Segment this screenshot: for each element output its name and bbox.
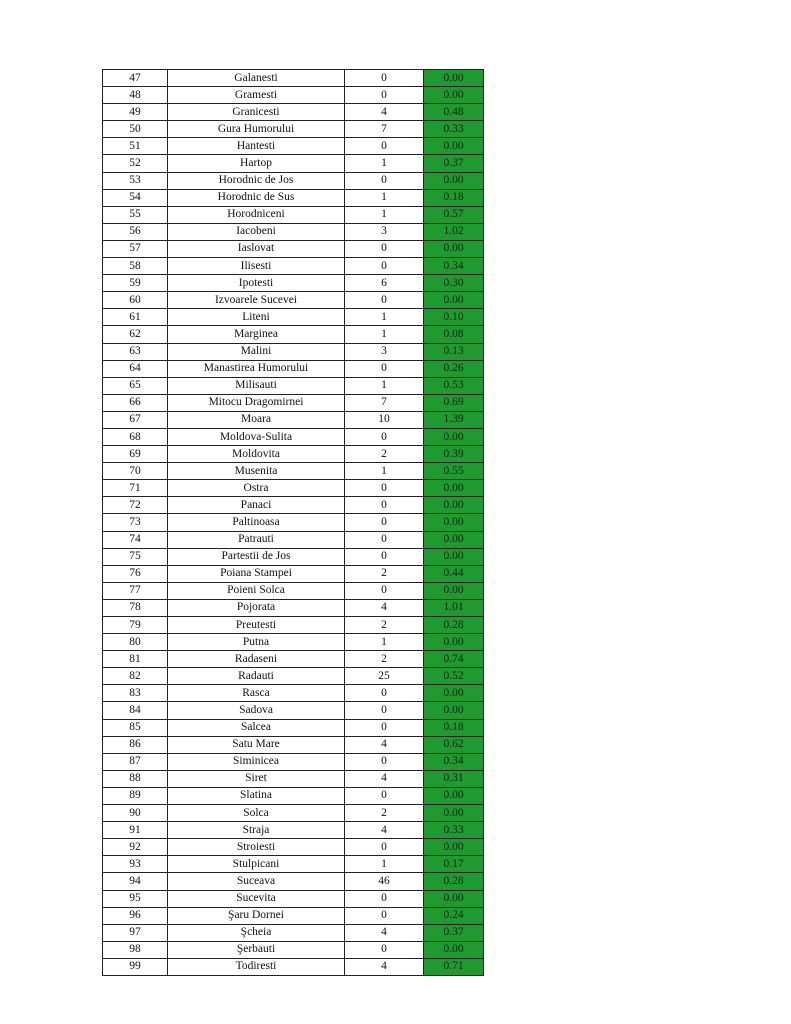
value-cell: 0.00	[424, 480, 484, 497]
table-row	[103, 87, 484, 104]
table-row	[103, 309, 484, 326]
table-row	[103, 343, 484, 360]
row-number-cell: 60	[103, 292, 168, 309]
value-cell: 0.00	[424, 702, 484, 719]
locality-name-cell: Preutesti	[168, 617, 345, 634]
locality-name-cell: Hartop	[168, 155, 345, 172]
row-number-cell: 95	[103, 890, 168, 907]
locality-name-cell: Poiana Stampei	[168, 565, 345, 582]
locality-name-cell: Moara	[168, 411, 345, 428]
value-cell: 0.00	[424, 292, 484, 309]
value-cell: 0.52	[424, 668, 484, 685]
value-cell: 1.39	[424, 411, 484, 428]
value-cell: 0.10	[424, 309, 484, 326]
value-cell: 0.00	[424, 685, 484, 702]
count-cell: 0	[345, 531, 424, 548]
count-cell: 0	[345, 497, 424, 514]
locality-name-cell: Todiresti	[168, 958, 345, 975]
count-cell: 0	[345, 87, 424, 104]
count-cell: 1	[345, 155, 424, 172]
table-row	[103, 480, 484, 497]
count-cell: 1	[345, 309, 424, 326]
table-row	[103, 275, 484, 292]
locality-name-cell: Gura Humorului	[168, 121, 345, 138]
row-number-cell: 84	[103, 702, 168, 719]
row-number-cell: 64	[103, 360, 168, 377]
locality-name-cell: Milisauti	[168, 377, 345, 394]
count-cell: 3	[345, 343, 424, 360]
table-row	[103, 719, 484, 736]
count-cell: 4	[345, 924, 424, 941]
localities-table	[102, 69, 484, 976]
table-row	[103, 839, 484, 856]
count-cell: 4	[345, 736, 424, 753]
count-cell: 0	[345, 292, 424, 309]
count-cell: 1	[345, 377, 424, 394]
value-cell: 0.08	[424, 326, 484, 343]
table-row	[103, 514, 484, 531]
row-number-cell: 63	[103, 343, 168, 360]
row-number-cell: 66	[103, 394, 168, 411]
locality-name-cell: Ilisesti	[168, 258, 345, 275]
locality-name-cell: Salcea	[168, 719, 345, 736]
locality-name-cell: Slatina	[168, 787, 345, 804]
count-cell: 7	[345, 394, 424, 411]
row-number-cell: 92	[103, 839, 168, 856]
table-row	[103, 223, 484, 240]
value-cell: 0.00	[424, 497, 484, 514]
locality-name-cell: Liteni	[168, 309, 345, 326]
locality-name-cell: Satu Mare	[168, 736, 345, 753]
row-number-cell: 91	[103, 822, 168, 839]
count-cell: 0	[345, 360, 424, 377]
locality-name-cell: Paltinoasa	[168, 514, 345, 531]
count-cell: 0	[345, 839, 424, 856]
value-cell: 0.74	[424, 651, 484, 668]
row-number-cell: 74	[103, 531, 168, 548]
locality-name-cell: Marginea	[168, 326, 345, 343]
count-cell: 10	[345, 411, 424, 428]
locality-name-cell: Straja	[168, 822, 345, 839]
locality-name-cell: Panaci	[168, 497, 345, 514]
row-number-cell: 83	[103, 685, 168, 702]
count-cell: 0	[345, 428, 424, 445]
value-cell: 0.44	[424, 565, 484, 582]
row-number-cell: 71	[103, 480, 168, 497]
locality-name-cell: Horodniceni	[168, 206, 345, 223]
count-cell: 0	[345, 907, 424, 924]
value-cell: 0.28	[424, 617, 484, 634]
locality-name-cell: Iaslovat	[168, 240, 345, 257]
table-row	[103, 822, 484, 839]
locality-name-cell: Ipotesti	[168, 275, 345, 292]
value-cell: 0.26	[424, 360, 484, 377]
value-cell: 0.00	[424, 582, 484, 599]
row-number-cell: 69	[103, 446, 168, 463]
locality-name-cell: Siret	[168, 770, 345, 787]
row-number-cell: 49	[103, 104, 168, 121]
row-number-cell: 98	[103, 941, 168, 958]
value-cell: 0.13	[424, 343, 484, 360]
row-number-cell: 62	[103, 326, 168, 343]
locality-name-cell: Pojorata	[168, 599, 345, 616]
table-row	[103, 531, 484, 548]
table-row	[103, 172, 484, 189]
locality-name-cell: Moldova-Sulita	[168, 428, 345, 445]
value-cell: 0.00	[424, 890, 484, 907]
value-cell: 0.31	[424, 770, 484, 787]
value-cell: 0.00	[424, 138, 484, 155]
locality-name-cell: Musenita	[168, 463, 345, 480]
count-cell: 2	[345, 565, 424, 582]
count-cell: 1	[345, 634, 424, 651]
value-cell: 0.37	[424, 924, 484, 941]
value-cell: 0.00	[424, 634, 484, 651]
value-cell: 0.18	[424, 719, 484, 736]
value-cell: 0.28	[424, 873, 484, 890]
count-cell: 2	[345, 617, 424, 634]
row-number-cell: 85	[103, 719, 168, 736]
row-number-cell: 61	[103, 309, 168, 326]
table-row	[103, 753, 484, 770]
table-row	[103, 446, 484, 463]
table-row	[103, 890, 484, 907]
count-cell: 2	[345, 446, 424, 463]
count-cell: 4	[345, 958, 424, 975]
count-cell: 0	[345, 548, 424, 565]
row-number-cell: 86	[103, 736, 168, 753]
table-row	[103, 121, 484, 138]
table-row	[103, 924, 484, 941]
count-cell: 1	[345, 463, 424, 480]
value-cell: 0.33	[424, 822, 484, 839]
table-row	[103, 206, 484, 223]
locality-name-cell: Manastirea Humorului	[168, 360, 345, 377]
locality-name-cell: Malini	[168, 343, 345, 360]
row-number-cell: 93	[103, 856, 168, 873]
table-row	[103, 634, 484, 651]
count-cell: 46	[345, 873, 424, 890]
count-cell: 0	[345, 258, 424, 275]
row-number-cell: 58	[103, 258, 168, 275]
count-cell: 1	[345, 856, 424, 873]
locality-name-cell: Moldovita	[168, 446, 345, 463]
locality-name-cell: Gramesti	[168, 87, 345, 104]
table-row	[103, 873, 484, 890]
locality-name-cell: Stulpicani	[168, 856, 345, 873]
row-number-cell: 75	[103, 548, 168, 565]
table-row	[103, 685, 484, 702]
row-number-cell: 97	[103, 924, 168, 941]
value-cell: 0.57	[424, 206, 484, 223]
row-number-cell: 90	[103, 805, 168, 822]
count-cell: 1	[345, 206, 424, 223]
row-number-cell: 56	[103, 223, 168, 240]
row-number-cell: 79	[103, 617, 168, 634]
table-row	[103, 189, 484, 206]
locality-name-cell: Siminicea	[168, 753, 345, 770]
count-cell: 2	[345, 805, 424, 822]
table-row	[103, 360, 484, 377]
table-row	[103, 599, 484, 616]
row-number-cell: 48	[103, 87, 168, 104]
table-row	[103, 565, 484, 582]
locality-name-cell: Radaseni	[168, 651, 345, 668]
value-cell: 0.00	[424, 240, 484, 257]
count-cell: 25	[345, 668, 424, 685]
row-number-cell: 77	[103, 582, 168, 599]
count-cell: 0	[345, 685, 424, 702]
count-cell: 2	[345, 651, 424, 668]
table-row	[103, 548, 484, 565]
value-cell: 0.62	[424, 736, 484, 753]
value-cell: 0.00	[424, 428, 484, 445]
locality-name-cell: Ostra	[168, 480, 345, 497]
table-row	[103, 787, 484, 804]
value-cell: 0.00	[424, 531, 484, 548]
value-cell: 0.53	[424, 377, 484, 394]
value-cell: 0.69	[424, 394, 484, 411]
locality-name-cell: Partestii de Jos	[168, 548, 345, 565]
row-number-cell: 52	[103, 155, 168, 172]
locality-name-cell: Putna	[168, 634, 345, 651]
row-number-cell: 55	[103, 206, 168, 223]
count-cell: 0	[345, 480, 424, 497]
count-cell: 0	[345, 172, 424, 189]
count-cell: 4	[345, 770, 424, 787]
table-row	[103, 155, 484, 172]
row-number-cell: 99	[103, 958, 168, 975]
value-cell: 0.00	[424, 941, 484, 958]
table-row	[103, 770, 484, 787]
value-cell: 0.34	[424, 258, 484, 275]
table-row	[103, 805, 484, 822]
row-number-cell: 88	[103, 770, 168, 787]
count-cell: 4	[345, 104, 424, 121]
locality-name-cell: Izvoarele Sucevei	[168, 292, 345, 309]
table-row	[103, 497, 484, 514]
value-cell: 0.24	[424, 907, 484, 924]
locality-name-cell: Radauti	[168, 668, 345, 685]
value-cell: 0.34	[424, 753, 484, 770]
table-row	[103, 463, 484, 480]
count-cell: 0	[345, 702, 424, 719]
value-cell: 0.30	[424, 275, 484, 292]
table-row	[103, 138, 484, 155]
count-cell: 0	[345, 753, 424, 770]
table-row	[103, 958, 484, 975]
value-cell: 1.02	[424, 223, 484, 240]
value-cell: 0.00	[424, 172, 484, 189]
value-cell: 0.00	[424, 787, 484, 804]
row-number-cell: 54	[103, 189, 168, 206]
count-cell: 6	[345, 275, 424, 292]
value-cell: 0.00	[424, 514, 484, 531]
row-number-cell: 65	[103, 377, 168, 394]
count-cell: 1	[345, 326, 424, 343]
value-cell: 0.00	[424, 70, 484, 87]
value-cell: 0.71	[424, 958, 484, 975]
row-number-cell: 70	[103, 463, 168, 480]
table-row	[103, 394, 484, 411]
row-number-cell: 89	[103, 787, 168, 804]
locality-name-cell: Mitocu Dragomirnei	[168, 394, 345, 411]
row-number-cell: 82	[103, 668, 168, 685]
table-row	[103, 258, 484, 275]
table-row	[103, 856, 484, 873]
count-cell: 4	[345, 822, 424, 839]
count-cell: 0	[345, 70, 424, 87]
row-number-cell: 53	[103, 172, 168, 189]
table-row	[103, 411, 484, 428]
value-cell: 0.17	[424, 856, 484, 873]
count-cell: 0	[345, 138, 424, 155]
row-number-cell: 76	[103, 565, 168, 582]
table-row	[103, 702, 484, 719]
value-cell: 0.18	[424, 189, 484, 206]
locality-name-cell: Suceava	[168, 873, 345, 890]
locality-name-cell: Şaru Dornei	[168, 907, 345, 924]
row-number-cell: 59	[103, 275, 168, 292]
table-row	[103, 907, 484, 924]
table-row	[103, 617, 484, 634]
table-row	[103, 292, 484, 309]
value-cell: 0.55	[424, 463, 484, 480]
row-number-cell: 94	[103, 873, 168, 890]
row-number-cell: 96	[103, 907, 168, 924]
locality-name-cell: Şcheia	[168, 924, 345, 941]
count-cell: 1	[345, 189, 424, 206]
row-number-cell: 81	[103, 651, 168, 668]
locality-name-cell: Sucevita	[168, 890, 345, 907]
table-row	[103, 326, 484, 343]
table-row	[103, 651, 484, 668]
locality-name-cell: Galanesti	[168, 70, 345, 87]
count-cell: 7	[345, 121, 424, 138]
table-row	[103, 941, 484, 958]
count-cell: 4	[345, 599, 424, 616]
locality-name-cell: Sadova	[168, 702, 345, 719]
value-cell: 0.37	[424, 155, 484, 172]
row-number-cell: 57	[103, 240, 168, 257]
row-number-cell: 78	[103, 599, 168, 616]
count-cell: 0	[345, 719, 424, 736]
row-number-cell: 50	[103, 121, 168, 138]
count-cell: 0	[345, 941, 424, 958]
locality-name-cell: Şerbauti	[168, 941, 345, 958]
locality-name-cell: Solca	[168, 805, 345, 822]
value-cell: 0.39	[424, 446, 484, 463]
row-number-cell: 68	[103, 428, 168, 445]
locality-name-cell: Iacobeni	[168, 223, 345, 240]
value-cell: 0.00	[424, 87, 484, 104]
locality-name-cell: Hantesti	[168, 138, 345, 155]
locality-name-cell: Stroiesti	[168, 839, 345, 856]
table-body	[103, 70, 484, 976]
row-number-cell: 47	[103, 70, 168, 87]
value-cell: 0.00	[424, 839, 484, 856]
row-number-cell: 72	[103, 497, 168, 514]
locality-name-cell: Granicesti	[168, 104, 345, 121]
table-row	[103, 428, 484, 445]
table-row	[103, 736, 484, 753]
count-cell: 0	[345, 582, 424, 599]
count-cell: 0	[345, 240, 424, 257]
row-number-cell: 51	[103, 138, 168, 155]
count-cell: 0	[345, 890, 424, 907]
count-cell: 0	[345, 514, 424, 531]
table-row	[103, 70, 484, 87]
value-cell: 0.48	[424, 104, 484, 121]
value-cell: 0.33	[424, 121, 484, 138]
table-row	[103, 104, 484, 121]
locality-name-cell: Patrauti	[168, 531, 345, 548]
value-cell: 1.01	[424, 599, 484, 616]
table-row	[103, 377, 484, 394]
locality-name-cell: Horodnic de Jos	[168, 172, 345, 189]
row-number-cell: 73	[103, 514, 168, 531]
locality-name-cell: Rasca	[168, 685, 345, 702]
row-number-cell: 67	[103, 411, 168, 428]
count-cell: 3	[345, 223, 424, 240]
table-row	[103, 240, 484, 257]
count-cell: 0	[345, 787, 424, 804]
row-number-cell: 87	[103, 753, 168, 770]
value-cell: 0.00	[424, 805, 484, 822]
table-row	[103, 668, 484, 685]
table-row	[103, 582, 484, 599]
locality-name-cell: Horodnic de Sus	[168, 189, 345, 206]
row-number-cell: 80	[103, 634, 168, 651]
value-cell: 0.00	[424, 548, 484, 565]
locality-name-cell: Poieni Solca	[168, 582, 345, 599]
